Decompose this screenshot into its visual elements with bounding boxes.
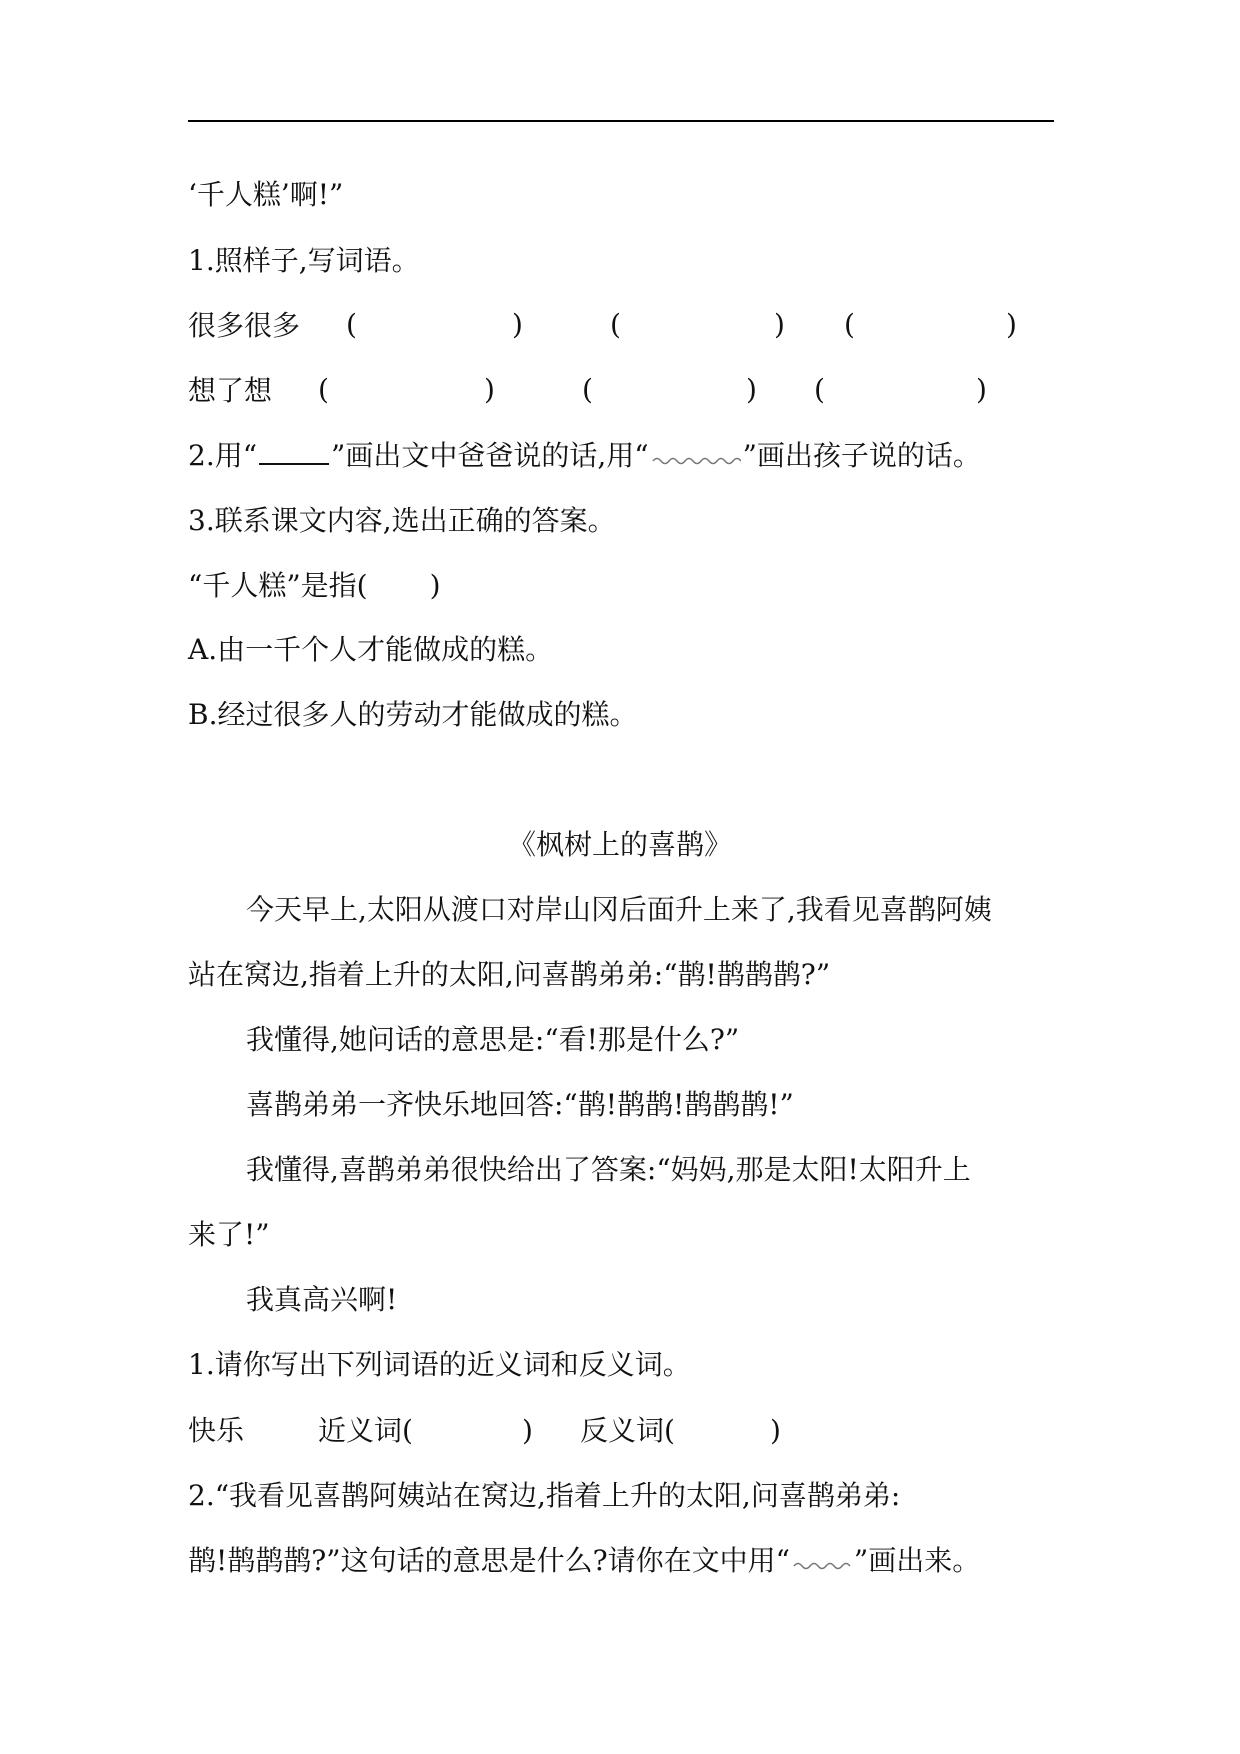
blank-paren-close: ) xyxy=(1006,308,1017,341)
row2-label: 想了想 xyxy=(188,374,273,407)
b1-word: 快乐 xyxy=(188,1414,245,1447)
antonym-label: 反义词( xyxy=(580,1414,675,1447)
blank-paren-open: ( xyxy=(318,373,329,406)
paragraph-1-line-1: 今天早上,太阳从渡口对岸山冈后面升上来了,我看见喜鹊阿姨 xyxy=(246,893,992,926)
paragraph-2: 我懂得,她问话的意思是:“看!那是什么?” xyxy=(246,1023,740,1056)
q2-text-3: ”画出孩子说的话。 xyxy=(742,439,981,472)
blank-paren-open: ( xyxy=(814,373,825,406)
paragraph-3: 喜鹊弟弟一齐快乐地回答:“鹊!鹊鹊!鹊鹊鹊!” xyxy=(246,1088,794,1121)
paragraph-5: 我真高兴啊! xyxy=(246,1283,398,1316)
header-rule xyxy=(188,120,1054,122)
option-b: B.经过很多人的劳动才能做成的糕。 xyxy=(188,698,638,731)
question-3-prompt xyxy=(188,568,441,604)
b-question-2-line-2 xyxy=(188,1543,980,1579)
paragraph-1-line-2: 站在窝边,指着上升的太阳,问喜鹊弟弟:“鹊!鹊鹊鹊?” xyxy=(188,958,831,991)
question-1-title: 1.照样子,写词语。 xyxy=(188,244,420,277)
blank-paren-close: ) xyxy=(484,373,495,406)
q2-text-2: ”画出文中爸爸说的话,用“ xyxy=(331,439,649,472)
straight-underline-mark xyxy=(259,441,329,465)
synonym-label: 近义词( xyxy=(318,1414,413,1447)
question-2 xyxy=(188,438,981,474)
synonym-paren-close: ) xyxy=(522,1414,533,1447)
blank-paren-close: ) xyxy=(512,308,523,341)
q3-prompt-text: “千人糕”是指( xyxy=(188,569,368,602)
antonym-paren-close: ) xyxy=(770,1414,781,1447)
b2-text-2: ”画出来。 xyxy=(853,1544,981,1577)
b-question-2-line-1: 2.“我看见喜鹊阿姨站在窝边,指着上升的太阳,问喜鹊弟弟: xyxy=(188,1479,901,1512)
wavy-underline-mark xyxy=(651,451,741,465)
wavy-underline-mark xyxy=(792,1556,852,1570)
row1-label: 很多很多 xyxy=(188,309,301,342)
option-a: A.由一千个人才能做成的糕。 xyxy=(188,633,554,666)
question-3-title: 3.联系课文内容,选出正确的答案。 xyxy=(188,504,616,537)
text-line: ‘千人糕’啊!” xyxy=(188,178,344,211)
paragraph-4-line-2: 来了!” xyxy=(188,1218,270,1251)
blank-paren-open: ( xyxy=(610,308,621,341)
q3-prompt-close: ) xyxy=(429,569,441,602)
b2-text-1: 鹊!鹊鹊鹊?”这句话的意思是什么?请你在文中用“ xyxy=(188,1544,790,1577)
b-question-1-title: 1.请你写出下列词语的近义词和反义词。 xyxy=(188,1348,691,1381)
q2-text-1: 2.用“ xyxy=(188,439,258,472)
blank-paren-close: ) xyxy=(774,308,785,341)
blank-paren-open: ( xyxy=(582,373,593,406)
blank-paren-close: ) xyxy=(976,373,987,406)
blank-paren-open: ( xyxy=(844,308,855,341)
passage-title: 《枫树上的喜鹊》 xyxy=(507,828,732,861)
paragraph-4-line-1: 我懂得,喜鹊弟弟很快给出了答案:“妈妈,那是太阳!太阳升上 xyxy=(246,1153,971,1186)
blank-paren-open: ( xyxy=(346,308,357,341)
blank-paren-close: ) xyxy=(746,373,757,406)
